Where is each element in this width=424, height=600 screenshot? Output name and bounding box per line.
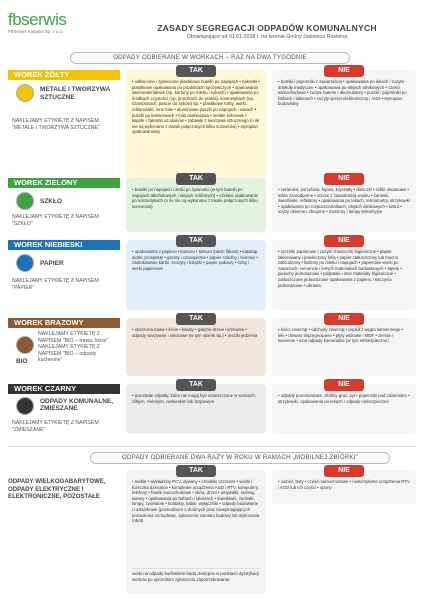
- nie-column: [272, 237, 416, 310]
- bin-name: SZKŁO: [40, 198, 63, 205]
- tak-list: • butelki po napojach i słoiki po żywności (w tym butelki po napojach alkoholowych i olejach roślinnych) • szklane opakowania po kosmetykach (o ile nie są wykonane z trwale połączonych kilku surowców): [132, 187, 258, 209]
- nie-column: [272, 381, 416, 434]
- bin-card-green: [8, 178, 120, 232]
- bin-band: WOREK ŻÓŁTY: [8, 70, 120, 80]
- nie-list: • butelki i pojemniki z zawartością • opakowania po lekach i zużyte artykuły medyczne • opakowania po olejach silnikowych • części samochodowe • zużyte baterie i akumulatory • puszki i pojemniki po farbach i lakierach • zużyty sprzęt elektroniczny i AGD • styropian budowlany: [278, 79, 407, 107]
- company-name: FBSerwis Karpatia Sp. z o.o.: [8, 29, 63, 34]
- divider: [8, 446, 416, 447]
- company-logo: [8, 12, 100, 34]
- tak-header: TAK: [176, 173, 216, 185]
- tak-column: [126, 315, 266, 376]
- bin-name: METALE I TWORZYWA SZTUCZNE: [40, 86, 111, 101]
- nie-list: • ceramika, porcelana, fajans, kryształy • doniczki • szkło okularowe • szkło żaroodporne • znicze z zawartością wosku • żarówki, świetlówki, reflektory • opakowania po lekach, termometry, strzykawki • opakowania po rozpuszczalnikach, olejach silnikowych • lustra • szyby okienne i zbrojone • monitory i lampy telewizyjne: [278, 187, 410, 215]
- tak-header: TAK: [176, 379, 216, 391]
- tak-list: • opakowania z papieru • kartonu • tektura (także falista) • katalogi, ulotki, prospekty • gazety i czasopisma • papier szkolny i biurowy • zadrukowane kartki, zeszyty i książki • papier pakowy • torby i worki papierowe: [132, 249, 259, 271]
- nie-header: NIE: [324, 173, 364, 185]
- paper-bag-icon: [16, 254, 34, 272]
- bin-row-blue: [8, 237, 416, 310]
- brand-name: fbserwis: [8, 10, 67, 29]
- bio-bag-icon: [16, 336, 34, 354]
- tak-list: • meble • wykładziny PCV, dywany • chodniki szczurze • wózki i łóżeczka dziecięce • kompletne urządzenia AGD i RTV, komputery, telefony • fotelik samochodowe • okna, drzwi • umywalki, sedesy, wanny • opakowania po farbach i lakierach • świetlówki, żarówki, lampy, żyrandole • kontakty, kable, wyłączniki • odpady budowlane i rozbiórkowe (pochodzące z drobnych prac niewymagających pozwolenia na budowę, zgłoszenia zamiaru budowy lub wykonania robót): [132, 479, 260, 524]
- tak-header: TAK: [176, 65, 216, 77]
- tak-column: [126, 175, 266, 232]
- tak-list: • pozostałe odpady, które nie mogą być umieszczone w workach: żółtym, zielonym, niebieskim lub brązowym: [132, 393, 256, 404]
- bin-row-black: [8, 381, 416, 434]
- mixed-bag-icon: [16, 397, 34, 415]
- bin-name: PAPIER: [40, 260, 64, 267]
- nie-header: NIE: [324, 379, 364, 391]
- bin-band: WOREK ZIELONY: [8, 178, 120, 188]
- glass-bag-icon: [16, 192, 34, 210]
- tak-list: • odkręcone i zgniecione plastikowe butelki po napojach • nakrętki • plastikowe opakowania po produktach spożywczych • opakowania wielomateriałowe (np. kartony po mleku i sokach) • opakowania po środkach czystości (np. proszkach do prania), kosmetykach (np. szamponach, paście do zębów) itp. • plastikowe torby, worki, reklamówki, inne folie • aluminiowe puszki po napojach i sokach • puszki po konserwach • folia aluminiowa • metale kolorowe • kapsle i zakrętki od słoików • zabawki z tworzywa sztucznego (o ile nie są wykonane z trwale połączonych kilku surowców) • styropian opakowaniowy: [132, 79, 260, 135]
- bin-label-note: NAKLEJAMY ETYKIETĘ Z NAPISEM "ZMIESZANE": [12, 420, 99, 433]
- bin-label-note: NAKLEJAMY ETYKIETĘ Z NAPISEM "BIO – trawa, liście" NAKLEJAMY ETYKIETĘ Z NAPISEM "BIO – odpady kuchenne": [38, 331, 109, 363]
- section-header-mobile: ODPADY ODBIERANE DWA RAZY W ROKU W RAMACH „MOBILNEJ ZBIÓRKI": [90, 452, 390, 464]
- bin-label-note: NAKLEJAMY ETYKIETĘ Z NAPISEM "PAPIER": [12, 278, 99, 291]
- page-title: ZASADY SEGREGACJI ODPADÓW KOMUNALNYCH: [157, 23, 377, 33]
- mobile-collection-label: ODPADY WIELKOGABARYTOWE, ODPADY ELEKTRYCZNE I ELEKTRONICZNE, POZOSTAŁE: [8, 478, 106, 500]
- nie-list: • kości zwierząt • odchody zwierząt • popiół z węgla kamiennego • leki • drewno impregnowane • płyty wiórowe i MDF • ziemia i kamienie • inne odpady komunalne (w tym niebezpieczne): [278, 327, 403, 344]
- page-subtitle: Obowiązujące od 01.01.2018 r. na terenie Gminy Jasienica Rosielna: [186, 34, 348, 40]
- nie-header: NIE: [324, 313, 364, 325]
- tak-list: • skoszona trawa • liście • kwiaty • gałęzie drzew i krzewów • odpady warzywne i owocowe (w tym obierki itp.) • resztki jedzenia: [132, 327, 258, 338]
- tak-header: TAK: [176, 465, 216, 477]
- mobile-collection-row: [8, 467, 416, 594]
- nie-header: NIE: [324, 465, 364, 477]
- bin-name: ODPADY KOMUNALNE, ZMIESZANE: [40, 398, 114, 412]
- bin-row-green: [8, 175, 416, 232]
- bin-band: WOREK BRĄZOWY: [8, 318, 120, 328]
- nie-header: NIE: [324, 235, 364, 247]
- nie-list: • odzież, buty • części samochodowe • niekompletne urządzenia RTV i AGD lub ich części • opony: [278, 479, 410, 490]
- section-header-bags: ODPADY ODBIERANE W WORKACH – RAZ NA DWA TYGODNIE: [70, 52, 350, 64]
- tak-column: [126, 467, 266, 594]
- tak-note: worki na odpady budowlane będą dostępne w punktach dystrybucji worków po uprzednim zgłoszeniu zapotrzebowania: [132, 568, 260, 582]
- bin-band: WOREK NIEBIESKI: [8, 240, 120, 250]
- bin-row-brown: [8, 315, 416, 376]
- tak-header: TAK: [176, 235, 216, 247]
- bin-card-black: [8, 384, 120, 434]
- tak-column: [126, 237, 266, 310]
- bin-label-note: NAKLEJAMY ETYKIETĘ Z NAPISEM "METALE I TWORZYWA SZTUCZNE": [12, 118, 100, 131]
- tak-header: TAK: [176, 313, 216, 325]
- recycle-bag-icon: [16, 84, 34, 102]
- nie-column: [272, 175, 416, 232]
- nie-list: • odpady poremontowe, drobny gruz, pył • pojemniki pod ciśnieniem • strzykawki, opakowania po lekach i odpady niebezpieczne: [278, 393, 410, 404]
- bin-name: BIO: [16, 358, 28, 365]
- tak-column: [126, 381, 266, 434]
- bin-card-brown: [8, 318, 120, 376]
- nie-header: NIE: [324, 65, 364, 77]
- bin-label-note: NAKLEJAMY ETYKIETĘ Z NAPISEM "SZKŁO": [12, 214, 99, 227]
- bin-band: WOREK CZARNY: [8, 384, 120, 394]
- bin-card-blue: [8, 240, 120, 310]
- nie-list: • ręczniki papierowe i zużyte chusteczki higieniczne • papier lakierowany i powleczony folią • papier zatłuszczony lub mocno zabrudzony • kartony po mleku i napojach • papierowe worki po nawozach, cemencie i innych materiałach budowlanych • tapety • pieluchy jednorazowe • podpaski i inne materiały higieniczne • zatłuszczone jednorazowe opakowania z papieru i naczynia jednorazowe • ubrania: [278, 249, 402, 288]
- nie-column: [272, 315, 416, 376]
- nie-column: [272, 467, 416, 504]
